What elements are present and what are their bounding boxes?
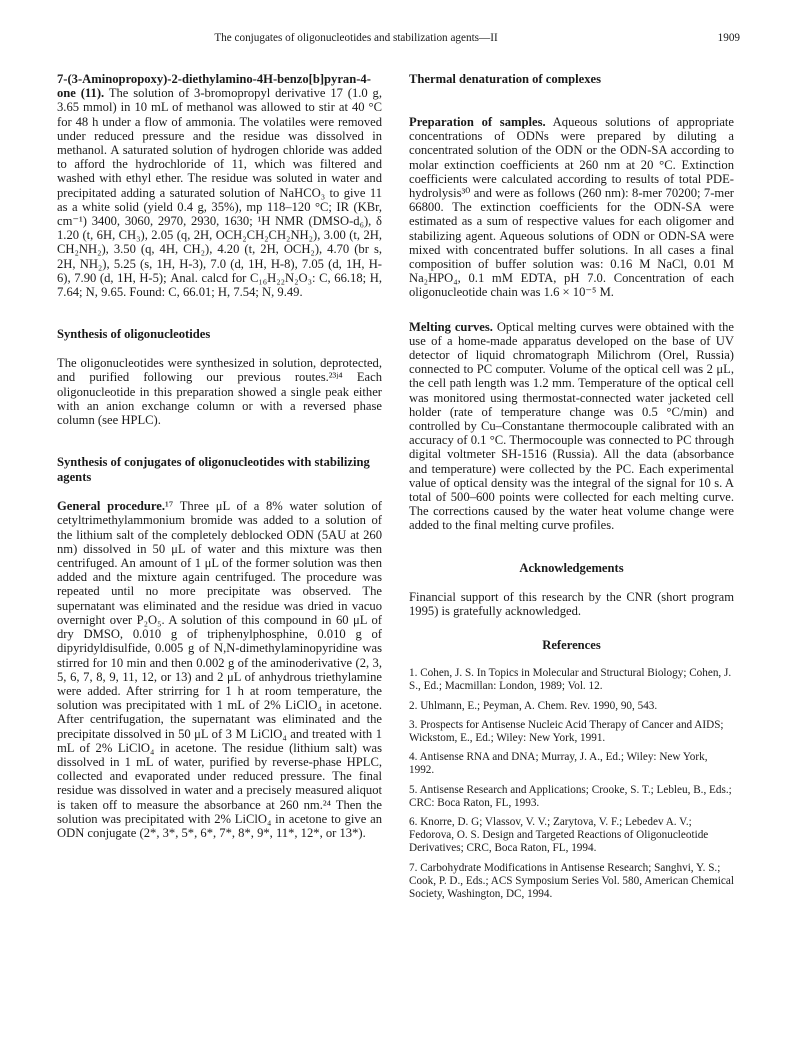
general-text: ¹⁷ Three μL of a 8% water solution of cetyltrimethylammonium bromide was added to a solution of the lithium salt of the completely deblocked ODN (5AU at 260 nm) dissolved in 50 μL of water and this mixture was then centrifuged. An amount of 1 μL of the former solution was then added and the mixture again centrifuged. The procedure was repeated until no more precipitate was observed. The supernatant was eliminated and the residue was dried in vacuo overnight over P₂O₅. A solution of this compound in 60 μL of dry DMSO, 0.010 g of triphenylphosphine, 0.010 g of dipyridyldisulfide, 0.005 g of N,N-dimethylaminopyridine was stirred for 10 min and then 0.002 g of the aminoderivative (2, 3, 5, 6, 7, 8, 9, 11, 12, or 13) and 2 μL of anhydrous triethylamine were added. After strirring for 1 h at room temperature, the solution was precipitated with 1 mL of 2% LiClO₄ in acetone. After centrifugation, the supernatant was eliminated and the precipitate dissolved in 50 μL of 3 M LiClO₄ and treated with 1 mL of 2% LiClO₄ in acetone. The residue (lithium salt) was dissolved in 1 mL of water, purified by reverse-phase HPLC, collected and evaporated under reduced pressure. The final residue was dissolved in water and a precisely measured aliquot is taken off to measure the absorbance at 260 nm.²⁴ Then the solution was precipitated with 2% LiClO₄ in acetone to give an ODN conjugate (2*, 3*, 5*, 6*, 7*, 8*, 9*, 11*, 12*, or 13*).	[57, 499, 382, 840]
reference-item: 3. Prospects for Antisense Nucleic Acid Therapy of Cancer and AIDS; Wickstom, E., Ed.; Wiley: New York, 1991.	[409, 718, 724, 744]
preparation-text: Aqueous solutions of appropriate concentrations of ODNs were prepared by diluting a concentrated solution of the ODN or the ODN-SA according to molar extinction coefficients at 260 nm at 20 °C. Extinction coefficients were calculated according to results of total PDE-hydrolysis³⁰ and were as follows (260 nm): 8-mer 70200; 7-mer 66800. The extinction coefficients for the ODN-SA were estimated as a sum of respective values for each oligomer and stabilizing agent. Aqueous solutions of ODN or ODN-SA were mixed with concentrated buffer solutions. In all cases a final composition of buffer solution was: 0.16 M NaCl, 0.01 M Na₂HPO₄, 0.1 mM EDTA, pH 7.0. Concentration of each oligonucleotide chain was 1.6 × 10⁻⁵ M.	[409, 115, 734, 300]
references-list	[409, 667, 734, 901]
melting-paragraph	[409, 320, 734, 533]
conjugates-heading: Synthesis of conjugates of oligonucleotides with stabilizing agents	[57, 455, 370, 485]
reference-item: 1. Cohen, J. S. In Topics in Molecular and Structural Biology; Cohen, J. S., Ed.; Macmillan: London, 1989; Vol. 12.	[409, 667, 732, 693]
general-label: General procedure.	[57, 499, 166, 514]
compound-heading: 7-(3-Aminopropoxy)-2-diethylamino-4H-benzo[b]pyran-4-one (11).	[57, 72, 371, 101]
acknowledgements-heading: Acknowledgements	[519, 560, 624, 575]
general-paragraph	[57, 499, 382, 840]
synthesis-text: The oligonucleotides were synthesized in solution, deprotected, and purified following our previous routes.²³ʲ⁴ Each oligonucleotide in this preparation showed a single peak either with an anion exchange column or with a reversed phase column (see HPLC).	[57, 356, 382, 428]
running-header	[56, 32, 740, 48]
reference-item: 2. Uhlmann, E.; Peyman, A. Chem. Rev. 1990, 90, 543.	[409, 699, 658, 712]
preparation-paragraph	[409, 115, 734, 300]
reference-item: 4. Antisense RNA and DNA; Murray, J. A., Ed.; Wiley: New York, 1992.	[409, 751, 708, 777]
melting-label: Melting curves.	[409, 319, 493, 334]
thermal-heading: Thermal denaturation of complexes	[409, 72, 602, 86]
right-column	[409, 72, 734, 907]
acknowledgements-text: Financial support of this research by the CNR (short program 1995) is gratefully acknowledged.	[409, 589, 734, 618]
compound-text: The solution of 3-bromopropyl derivative 17 (1.0 g, 3.65 mmol) in 10 mL of methanol was allowed to stir at 40 °C for 48 h under a flow of ammonia. The volatiles were removed under reduced pressure and the residue was dissolved in methanol. A saturated solution of hydrogen chloride was added to afford the hydrochloride of 11, which was filtered and washed with ethyl ether. The residue was soluted in water and precipitated adding a saturated solution of NaHCO₃ to give 11 as a white solid (yield 0.4 g, 35%), mp 118–120 °C; IR (KBr, cm⁻¹) 3400, 3060, 2970, 2930, 1630; ¹H NMR (DMSO-d₆), δ 1.20 (t, 6H, CH₃), 2.05 (q, 2H, OCH₂CH₂CH₂NH₂), 3.00 (t, 2H, CH₂NH₂), 3.50 (q, 4H, CH₂), 4.20 (t, 2H, OCH₂), 4.70 (br s, 2H, NH₂), 5.25 (s, 1H, H-3), 7.0 (d, 1H, H-8), 7.05 (d, 1H, H-6), 7.90 (d, 1H, H-5); Anal. calcd for C₁₆H₂₂N₂O₃: C, 66.18; H, 7.64; N, 9.65. Found: C, 66.01; H, 7.54; N, 9.49.	[57, 86, 382, 300]
synthesis-heading: Synthesis of oligonucleotides	[57, 327, 211, 342]
reference-item: 7. Carbohydrate Modifications in Antisense Research; Sanghvi, Y. S.; Cook, P. D., Eds.; ACS Symposium Series Vol. 580, American Chemical Society, Washington, DC, 1994.	[409, 861, 734, 900]
running-title: The conjugates of oligonucleotides and stabilization agents—II	[214, 32, 498, 44]
compound-paragraph	[57, 72, 382, 299]
references-heading: References	[542, 638, 601, 653]
preparation-label: Preparation of samples.	[409, 115, 546, 129]
page-number: 1909	[717, 32, 740, 44]
reference-item: 6. Knorre, D. G; Vlassov, V. V.; Zarytova, V. F.; Lebedev A. V.; Fedorova, O. S. Design and Targeted Reactions of Oligonucleotide Derivatives; CRC, Boca Raton, FL, 1994.	[409, 815, 709, 855]
reference-item: 5. Antisense Research and Applications; Crooke, S. T.; Lebleu, B., Eds.; CRC: Boca Raton, FL, 1993.	[409, 783, 732, 809]
left-column	[57, 72, 382, 840]
melting-text: Optical melting curves were obtained with the use of a home-made apparatus developed on the base of UV detector of liquid chromatograph Milichrom (Orel, Russia) connected to PC computer. Volume of the optical cell was 2 μL, the cell path length was 1.2 mm. Temperature of the optical cell was monitored using thermostat-connected water jacketed cell holder (rate of temperature change was 0.5 °C/min) and controlled by Cu–Constantane thermocouple calibrated with an accuracy of 0.1 °C. Thermocouple was connected to PC through digital voltmeter SH-1516 (Russia). All the data (absorbance and temperature) were collected by the PC. Each experimental value of optical density was the integral of the signal for 10 s. A total of 500–600 points were collected for each melting curve. The corrections caused by the water heat volume change were added to the final melting curve profiles.	[409, 319, 734, 533]
